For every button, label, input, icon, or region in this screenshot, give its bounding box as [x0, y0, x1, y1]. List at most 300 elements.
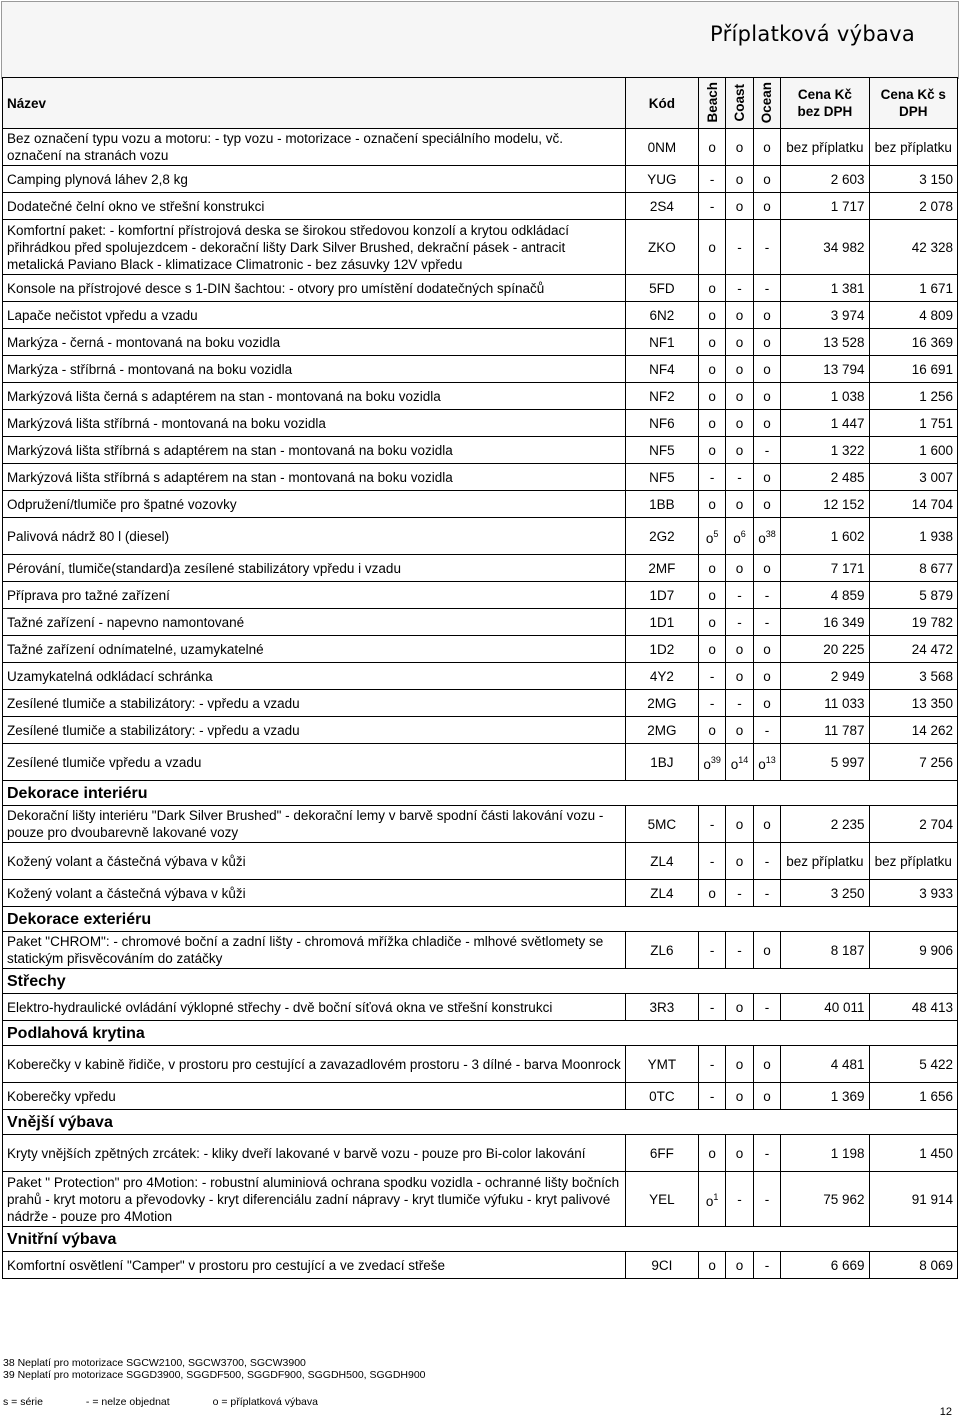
coast-availability	[726, 744, 753, 781]
ocean-availability-value: -	[764, 999, 770, 1015]
price-net	[781, 1135, 869, 1172]
item-name	[3, 275, 626, 302]
page-number: 12	[939, 1406, 952, 1418]
beach-availability-value: o	[708, 587, 716, 603]
price-gross	[869, 410, 957, 437]
price-net	[781, 806, 869, 843]
item-code	[625, 1252, 698, 1279]
table-row	[3, 193, 958, 220]
price-net	[781, 1046, 869, 1083]
beach-availability-value: o	[705, 530, 714, 546]
coast-availability	[726, 717, 753, 744]
coast-availability	[726, 383, 753, 410]
price-net	[781, 1172, 869, 1227]
item-code	[625, 994, 698, 1021]
beach-availability-value: -	[709, 668, 715, 684]
footnote-ref: 38	[765, 528, 776, 539]
item-code	[625, 1135, 698, 1172]
table-row	[3, 994, 958, 1021]
item-name-value: Tažné zařízení - napevno namontované	[7, 614, 245, 630]
price-gross-value: 9 906	[919, 942, 953, 958]
price-gross-value: 1 256	[919, 388, 953, 404]
price-net-value: 3 250	[830, 885, 865, 901]
item-name	[3, 690, 626, 717]
item-code	[625, 843, 698, 880]
price-gross-value: 1 656	[919, 1088, 953, 1104]
beach-availability-value: o	[708, 361, 716, 377]
item-code	[625, 717, 698, 744]
price-gross-value: 3 933	[919, 885, 953, 901]
beach-availability	[698, 932, 725, 969]
item-name	[3, 383, 626, 410]
beach-availability-value: o	[708, 641, 716, 657]
coast-availability-value: o	[733, 530, 741, 546]
ocean-availability	[753, 383, 780, 410]
item-code	[625, 275, 698, 302]
price-net-value: 2 485	[830, 469, 865, 485]
ocean-availability-value: o	[763, 469, 771, 485]
price-net	[781, 302, 869, 329]
beach-availability-value: o	[708, 307, 716, 323]
ocean-availability	[753, 1046, 780, 1083]
header-beach	[698, 78, 725, 129]
item-code	[625, 220, 698, 275]
item-code	[625, 518, 698, 555]
beach-availability	[698, 410, 725, 437]
price-gross-value: 5 879	[919, 587, 953, 603]
item-name	[3, 193, 626, 220]
coast-availability-value: -	[737, 280, 742, 296]
beach-availability	[698, 491, 725, 518]
beach-availability	[698, 166, 725, 193]
coast-availability-value: o	[735, 853, 744, 869]
ocean-availability	[753, 880, 780, 907]
coast-availability-value: -	[737, 942, 742, 958]
item-code-value: 2S4	[649, 198, 674, 214]
item-name-value: Koberečky vpředu	[7, 1088, 116, 1104]
item-name	[3, 302, 626, 329]
beach-availability	[698, 518, 725, 555]
ocean-availability	[753, 437, 780, 464]
price-table	[2, 77, 958, 1279]
coast-availability-value: o	[735, 139, 744, 155]
beach-availability	[698, 843, 725, 880]
item-code-value: ZL4	[650, 853, 674, 869]
item-code	[625, 609, 698, 636]
item-code-value: ZL6	[650, 942, 674, 958]
item-code-value: 1D7	[649, 587, 675, 603]
item-code	[625, 744, 698, 781]
table-row	[3, 1172, 958, 1227]
item-name-value: Kožený volant a částečná výbava v kůži	[7, 853, 246, 869]
table-row	[3, 220, 958, 275]
beach-availability-value: -	[709, 816, 715, 832]
item-code-value: NF6	[649, 415, 675, 431]
item-name-value: Zesílené tlumiče a stabilizátory: - vpředu a vzadu	[7, 722, 300, 738]
table-row	[3, 717, 958, 744]
item-name	[3, 555, 626, 582]
ocean-availability-value: -	[764, 280, 770, 296]
item-name	[3, 1083, 626, 1110]
ocean-availability	[753, 329, 780, 356]
coast-availability	[726, 166, 753, 193]
section-row	[3, 1110, 958, 1135]
item-name-value: Odpružení/tlumiče pro špatné vozovky	[7, 496, 237, 512]
section-row	[3, 1021, 958, 1046]
table-row	[3, 932, 958, 969]
beach-availability-value: -	[709, 695, 715, 711]
beach-availability	[698, 1252, 725, 1279]
item-code-value: 1BB	[649, 496, 675, 512]
ocean-availability-value: o	[763, 641, 771, 657]
item-code	[625, 410, 698, 437]
item-code	[625, 302, 698, 329]
ocean-availability-value: o	[763, 496, 771, 512]
table-row	[3, 1252, 958, 1279]
table-row	[3, 464, 958, 491]
table-row	[3, 410, 958, 437]
item-name-value: Uzamykatelná odkládací schránka	[7, 668, 213, 684]
table-row	[3, 329, 958, 356]
price-net-value: 1 322	[830, 442, 865, 458]
ocean-availability-value: -	[764, 1257, 770, 1273]
coast-availability-value: -	[737, 614, 742, 630]
item-name-value: Camping plynová láhev 2,8 kg	[7, 171, 188, 187]
coast-availability-value: -	[737, 469, 742, 485]
item-code	[625, 491, 698, 518]
coast-availability-value: o	[735, 415, 744, 431]
item-name	[3, 1252, 626, 1279]
coast-availability-value: o	[735, 198, 744, 214]
beach-availability	[698, 302, 725, 329]
ocean-availability-value: o	[763, 1088, 771, 1104]
coast-availability-value: o	[735, 1257, 744, 1273]
coast-availability-value: o	[735, 361, 744, 377]
price-net-value: 3 974	[830, 307, 865, 323]
price-gross-value: 16 369	[911, 334, 953, 350]
price-gross	[869, 1135, 957, 1172]
coast-availability-value: o	[735, 1088, 744, 1104]
price-gross-value: 16 691	[911, 361, 953, 377]
ocean-availability	[753, 690, 780, 717]
coast-availability	[726, 663, 753, 690]
footnote-ref: 13	[765, 754, 776, 765]
beach-availability	[698, 744, 725, 781]
coast-availability-value: -	[737, 695, 742, 711]
item-code-value: NF5	[649, 442, 675, 458]
ocean-availability	[753, 129, 780, 166]
price-gross-value: 1 600	[919, 442, 953, 458]
price-gross-value: 4 809	[919, 307, 953, 323]
price-net-value: 13 528	[823, 334, 865, 350]
coast-availability-value: o	[735, 496, 744, 512]
section-title: Podlahová krytina	[3, 1021, 958, 1046]
price-gross-value: 1 938	[919, 528, 953, 544]
price-net	[781, 410, 869, 437]
table-row	[3, 1083, 958, 1110]
price-net-value: 20 225	[823, 641, 865, 657]
price-net-value: 34 982	[823, 239, 865, 255]
beach-availability-value: o	[708, 614, 716, 630]
price-net	[781, 1083, 869, 1110]
item-name	[3, 843, 626, 880]
footnote-ref: 39	[710, 754, 721, 765]
legend-item: o = příplatková výbava	[212, 1396, 318, 1408]
price-gross	[869, 880, 957, 907]
price-gross	[869, 464, 957, 491]
price-net-value: bez příplatku	[786, 139, 864, 155]
item-code-value: 3R3	[649, 999, 675, 1015]
item-code-value: 5FD	[649, 280, 675, 296]
ocean-availability	[753, 1083, 780, 1110]
item-code	[625, 193, 698, 220]
ocean-availability	[753, 1135, 780, 1172]
beach-availability	[698, 329, 725, 356]
coast-availability-value: -	[737, 239, 742, 255]
beach-availability	[698, 1135, 725, 1172]
price-net-value: bez příplatku	[786, 853, 864, 869]
beach-availability-value: -	[709, 942, 715, 958]
item-code-value: 1D2	[649, 641, 675, 657]
coast-availability	[726, 932, 753, 969]
coast-availability	[726, 356, 753, 383]
price-gross	[869, 1083, 957, 1110]
coast-availability	[726, 410, 753, 437]
price-net	[781, 491, 869, 518]
coast-availability-value: o	[735, 560, 744, 576]
table-row	[3, 843, 958, 880]
header-price-gross: Cena Kč s DPH	[869, 78, 957, 129]
price-net-value: 1 038	[830, 388, 865, 404]
item-name-value: Markýza - stříbrná - montovaná na boku vozidla	[7, 361, 293, 377]
item-code-value: 2MG	[647, 722, 677, 738]
header-ocean	[753, 78, 780, 129]
item-code-value: 0NM	[647, 139, 677, 155]
price-net-value: 40 011	[824, 999, 865, 1015]
price-gross-value: 24 472	[911, 641, 953, 657]
price-gross-value: bez příplatku	[874, 139, 952, 155]
table-row	[3, 1046, 958, 1083]
price-gross	[869, 582, 957, 609]
price-gross-value: 2 704	[919, 816, 953, 832]
table-row	[3, 744, 958, 781]
ocean-availability	[753, 582, 780, 609]
item-name	[3, 806, 626, 843]
item-code-value: 0TC	[649, 1088, 675, 1104]
ocean-availability	[753, 518, 780, 555]
table-row	[3, 880, 958, 907]
ocean-availability-value: o	[763, 361, 771, 377]
table-row	[3, 356, 958, 383]
ocean-availability-value: o	[763, 1056, 771, 1072]
coast-availability	[726, 1252, 753, 1279]
item-code	[625, 1083, 698, 1110]
item-name-value: Lapače nečistot vpředu a vzadu	[7, 307, 198, 323]
item-code	[625, 329, 698, 356]
section-title: Dekorace exteriéru	[3, 907, 958, 932]
beach-availability	[698, 383, 725, 410]
table-row	[3, 166, 958, 193]
beach-availability-value: o	[708, 388, 716, 404]
coast-availability	[726, 690, 753, 717]
beach-availability-value: o	[708, 442, 716, 458]
price-gross	[869, 383, 957, 410]
coast-availability	[726, 806, 753, 843]
item-name	[3, 491, 626, 518]
price-net	[781, 609, 869, 636]
price-gross	[869, 356, 957, 383]
ocean-availability	[753, 609, 780, 636]
price-net-value: 2 603	[830, 171, 865, 187]
price-gross	[869, 636, 957, 663]
section-row	[3, 781, 958, 806]
price-gross-value: bez příplatku	[874, 853, 952, 869]
coast-availability	[726, 555, 753, 582]
ocean-availability	[753, 843, 780, 880]
coast-availability-value: o	[735, 171, 744, 187]
item-name-value: Markýzová lišta černá s adaptérem na stan - montovaná na boku vozidla	[7, 388, 441, 404]
ocean-availability	[753, 464, 780, 491]
ocean-availability	[753, 302, 780, 329]
beach-availability-value: -	[709, 198, 715, 214]
beach-availability-value: -	[709, 853, 715, 869]
price-net-value: 1 447	[830, 415, 865, 431]
table-row	[3, 518, 958, 555]
item-name-value: Komfortní paket: - komfortní přístrojová deska se širokou středovou konzolí a krytou odkládací přihrádkou před spolujezdcem - dekorační lišty Dark Silver Brushed, dekrační pásek - antracit metalická Paviano Black - klimatizace Climatronic - bez zásuvky 12V vpředu	[7, 222, 570, 272]
price-net	[781, 383, 869, 410]
price-net-value: 75 962	[823, 1191, 865, 1207]
price-net	[781, 356, 869, 383]
ocean-availability-value: o	[763, 388, 771, 404]
table-row	[3, 302, 958, 329]
price-net	[781, 193, 869, 220]
price-net-value: 1 381	[830, 280, 865, 296]
item-code-value: YMT	[647, 1056, 677, 1072]
price-gross	[869, 275, 957, 302]
coast-availability-value: o	[735, 816, 744, 832]
table-row	[3, 437, 958, 464]
item-code-value: ZKO	[647, 239, 676, 255]
price-net	[781, 129, 869, 166]
item-name-value: Pérování, tlumiče(standard)a zesílené stabilizátory vpředu i vzadu	[7, 560, 401, 576]
item-name-value: Zesílené tlumiče a stabilizátory: - vpředu a vzadu	[7, 695, 300, 711]
item-name	[3, 1135, 626, 1172]
coast-availability	[726, 220, 753, 275]
header-ocean-label: Ocean	[759, 81, 775, 124]
ocean-availability-value: -	[764, 1145, 770, 1161]
item-name	[3, 744, 626, 781]
price-net	[781, 437, 869, 464]
item-code-value: 2MG	[647, 695, 677, 711]
price-net-value: 2 949	[830, 668, 865, 684]
price-net	[781, 843, 869, 880]
beach-availability-value: o	[708, 1257, 716, 1273]
price-gross	[869, 932, 957, 969]
beach-availability	[698, 129, 725, 166]
item-code	[625, 1172, 698, 1227]
item-name	[3, 636, 626, 663]
ocean-availability-value: o	[763, 171, 771, 187]
table-row	[3, 609, 958, 636]
beach-availability-value: -	[709, 171, 715, 187]
coast-availability	[726, 636, 753, 663]
header-name: Název	[3, 78, 626, 129]
price-gross	[869, 518, 957, 555]
item-name	[3, 329, 626, 356]
ocean-availability-value: o	[763, 560, 771, 576]
ocean-availability	[753, 932, 780, 969]
section-row	[3, 1227, 958, 1252]
price-net-value: 7 171	[830, 560, 865, 576]
item-name-value: Bez označení typu vozu a motoru: - typ vozu - motorizace - označení speciálního modelu, vč. označení na stranách vozu	[7, 131, 564, 163]
section-title: Vnitřní výbava	[3, 1227, 958, 1252]
ocean-availability	[753, 166, 780, 193]
coast-availability-value: o	[735, 442, 744, 458]
item-name	[3, 129, 626, 166]
item-name-value: Komfortní osvětlení "Camper" v prostoru pro cestující a ve zvedací střeše	[7, 1257, 446, 1273]
ocean-availability-value: o	[763, 942, 771, 958]
beach-availability	[698, 806, 725, 843]
price-gross	[869, 329, 957, 356]
coast-availability-value: -	[737, 587, 742, 603]
price-net	[781, 220, 869, 275]
price-net	[781, 636, 869, 663]
price-gross	[869, 193, 957, 220]
item-code-value: 4Y2	[649, 668, 674, 684]
item-name-value: Markýzová lišta stříbrná - montovaná na boku vozidla	[7, 415, 326, 431]
ocean-availability-value: o	[763, 307, 771, 323]
price-net	[781, 663, 869, 690]
footnote: 38 Neplatí pro motorizace SGCW2100, SGCW3700, SGCW3900	[3, 1357, 306, 1369]
footnotes	[3, 1357, 426, 1381]
ocean-availability-value: -	[764, 614, 770, 630]
price-gross	[869, 166, 957, 193]
item-name	[3, 932, 626, 969]
table-row	[3, 491, 958, 518]
coast-availability	[726, 1083, 753, 1110]
ocean-availability-value: o	[763, 668, 771, 684]
footnote-ref: 1	[713, 1191, 719, 1202]
footnote-ref: 14	[738, 754, 749, 765]
item-name-value: Dodatečné čelní okno ve střešní konstrukci	[7, 198, 265, 214]
price-net-value: 4 859	[830, 587, 865, 603]
beach-availability-value: o	[703, 756, 711, 772]
item-name-value: Paket " Protection" pro 4Motion: - robustní aluminiová ochrana spodku vozidla - ochranné lišty bočních prahů - kryt motoru a převodovky - kryt diferenciálu zadní nápravy - kryt tlumiče výfuku - kryt palivové nádrže - pouze pro 4Motion	[7, 1174, 620, 1224]
item-name	[3, 220, 626, 275]
coast-availability	[726, 880, 753, 907]
price-net	[781, 690, 869, 717]
footnote-ref: 6	[740, 528, 746, 539]
price-net-value: 11 787	[824, 722, 865, 738]
price-gross-value: 2 078	[919, 198, 953, 214]
ocean-availability	[753, 663, 780, 690]
ocean-availability	[753, 555, 780, 582]
ocean-availability-value: -	[764, 442, 770, 458]
item-code	[625, 806, 698, 843]
section-title: Vnější výbava	[3, 1110, 958, 1135]
coast-availability-value: o	[735, 999, 744, 1015]
item-name-value: Paket "CHROM": - chromové boční a zadní lišty - chromová mřížka chladiče - mlhové světlomety se statickým přisvěcováním do zatáčky	[7, 934, 604, 966]
beach-availability	[698, 636, 725, 663]
price-gross	[869, 994, 957, 1021]
coast-availability	[726, 609, 753, 636]
price-gross-value: 14 262	[911, 722, 953, 738]
ocean-availability	[753, 410, 780, 437]
coast-availability-value: o	[735, 1056, 744, 1072]
table-row	[3, 690, 958, 717]
beach-availability-value: -	[709, 469, 715, 485]
item-code	[625, 582, 698, 609]
